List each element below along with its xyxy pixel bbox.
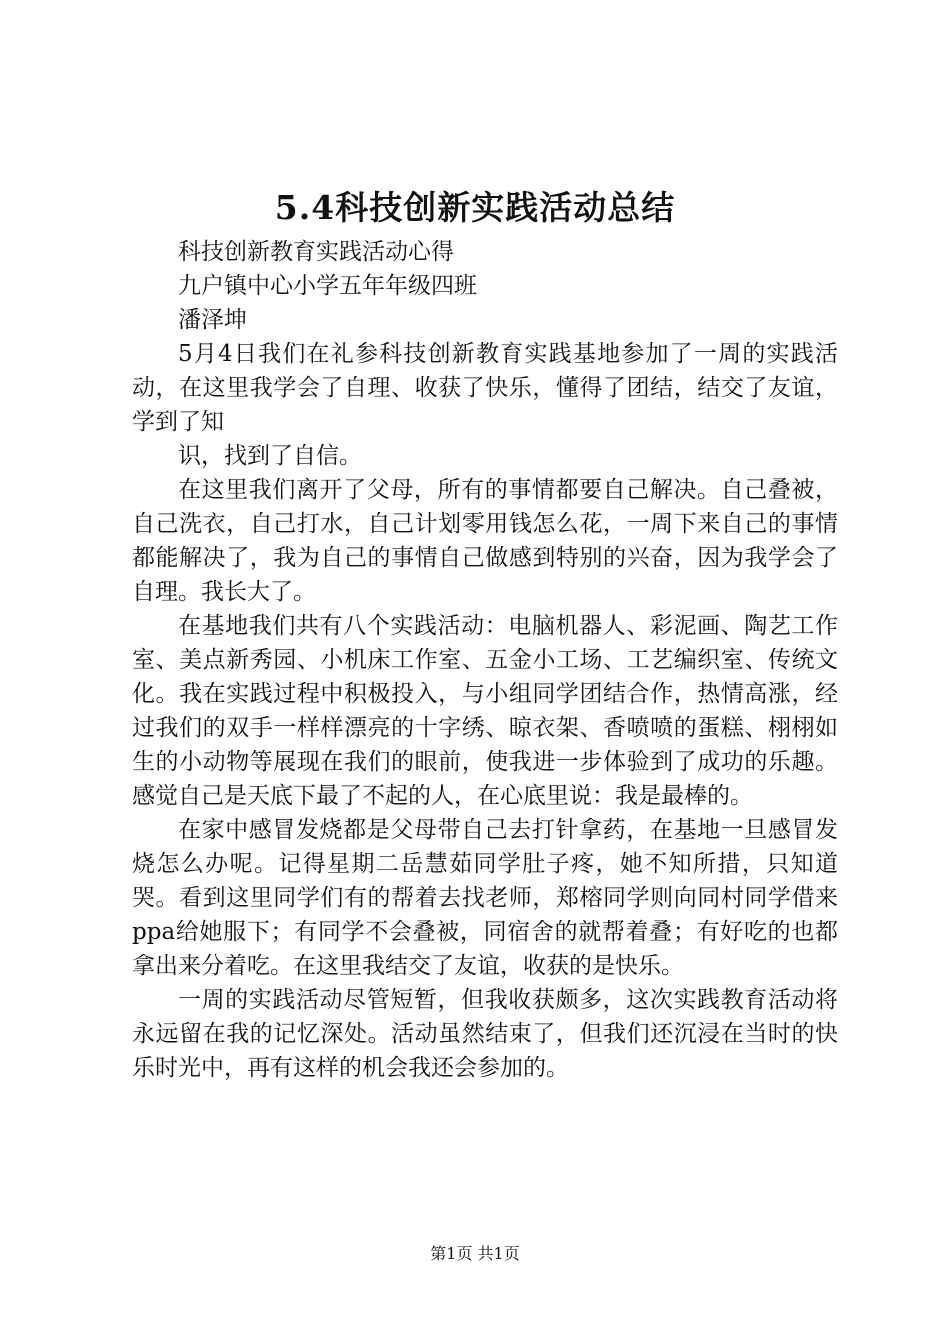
author-line: 潘泽坤	[178, 307, 247, 333]
school-class-line: 九户镇中心小学五年年级四班	[178, 273, 477, 299]
paragraph-1-continuation: 识，找到了自信。	[178, 443, 362, 469]
document-body	[132, 235, 838, 1085]
page-number-footer: 第1页 共1页	[430, 1244, 520, 1263]
paragraph-4: 在家中感冒发烧都是父母带自己去打针拿药，在基地一旦感冒发烧怎么办呢。记得星期二岳慧茹同学肚子疼，她不知所措，只知道哭。看到这里同学们有的帮着去找老师，郑榕同学则向同村同学借来ppa给她服下；有同学不会叠被，同宿舍的就帮着叠；有好吃的也都拿出来分着吃。在这里我结交了友谊，收获的是快乐。	[132, 817, 838, 979]
paragraph-2: 在这里我们离开了父母，所有的事情都要自己解决。自己叠被，自己洗衣，自己打水，自己计划零用钱怎么花，一周下来自己的事情都能解决了，我为自己的事情自己做感到特别的兴奋，因为我学会了自理。我长大了。	[132, 477, 838, 605]
subtitle-line: 科技创新教育实践活动心得	[178, 239, 454, 265]
paragraph-3: 在基地我们共有八个实践活动：电脑机器人、彩泥画、陶艺工作室、美点新秀园、小机床工作室、五金小工场、工艺编织室、传统文化。我在实践过程中积极投入，与小组同学团结合作，热情高涨，经过我们的双手一样样漂亮的十字绣、晾衣架、香喷喷的蛋糕、栩栩如生的小动物等展现在我们的眼前，使我进一步体验到了成功的乐趣。感觉自己是天底下最了不起的人，在心底里说：我是最棒的。	[132, 613, 838, 809]
document-title: 5.4科技创新实践活动总结	[274, 188, 676, 227]
paragraph-5: 一周的实践活动尽管短暂，但我收获颇多，这次实践教育活动将永远留在我的记忆深处。活动虽然结束了，但我们还沉浸在当时的快乐时光中，再有这样的机会我还会参加的。	[132, 987, 838, 1081]
paragraph-1: 5月4日我们在礼参科技创新教育实践基地参加了一周的实践活动，在这里我学会了自理、收获了快乐，懂得了团结，结交了友谊，学到了知	[132, 341, 838, 435]
